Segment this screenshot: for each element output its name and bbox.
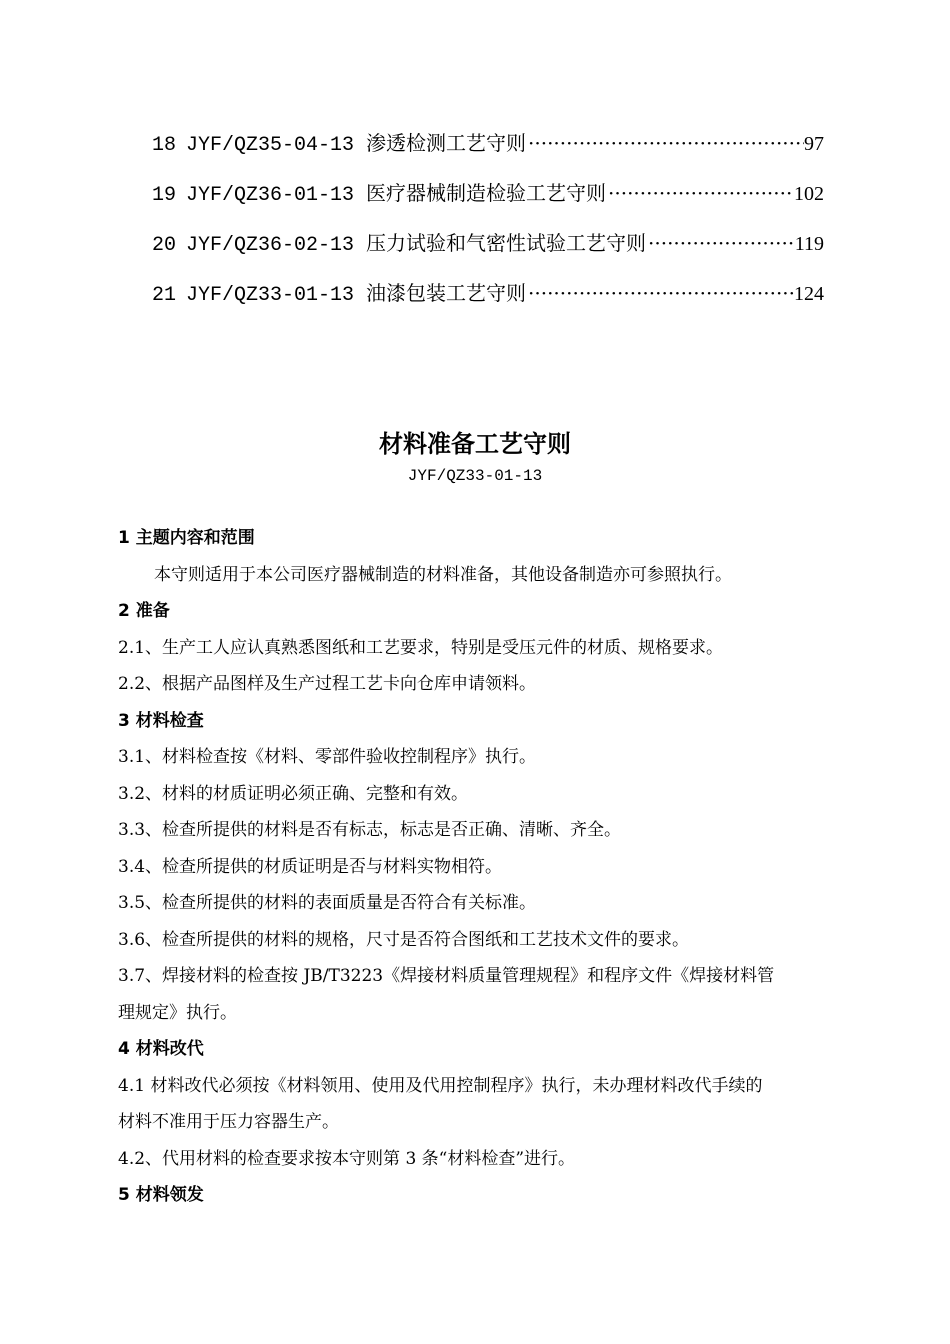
toc-entry-page: 124: [794, 283, 824, 305]
clause: 4.2、代用材料的检查要求按本守则第 3 条“材料检查”进行。: [118, 1148, 576, 1169]
toc-entry-code: JYF/QZ33-01-13: [186, 284, 355, 307]
section-heading: 3 材料检查: [118, 710, 204, 731]
toc-entry-code: JYF/QZ36-02-13: [186, 234, 355, 257]
toc-leader-dots: [646, 228, 795, 258]
section-heading: 2 准备: [118, 601, 170, 621]
section-heading: 5 材料领发: [118, 1185, 204, 1205]
clause: 3.3、检查所提供的材料是否有标志，标志是否正确、清晰、齐全。: [118, 820, 622, 840]
paragraph: 本守则适用于本公司医疗器械制造的材料准备，其他设备制造亦可参照执行。: [154, 564, 732, 585]
clause: 3.1、材料检查按《材料、零部件验收控制程序》执行。: [118, 747, 537, 767]
toc-entry-code: JYF/QZ36-01-13: [186, 184, 355, 207]
toc-entry-number: 18: [152, 134, 177, 157]
clause: 2.2、根据产品图样及生产过程工艺卡向仓库申请领料。: [118, 674, 537, 694]
toc-entry-title: 油漆包装工艺守则: [366, 281, 526, 305]
section-heading: 1 主题内容和范围: [118, 528, 255, 548]
toc-leader-dots: [526, 128, 804, 158]
toc-entry-number: 20: [152, 234, 177, 257]
toc-entry-title: 医疗器械制造检验工艺守则: [366, 181, 606, 205]
toc-leader-dots: [606, 178, 794, 208]
document-body: [118, 520, 852, 1214]
toc-entry[interactable]: [152, 128, 824, 178]
document-title: 材料准备工艺守则: [379, 430, 571, 458]
toc-entry-page: 97: [804, 133, 824, 155]
toc-entry[interactable]: [152, 178, 824, 228]
toc-leader-dots: [526, 278, 794, 308]
toc-entry-number: 19: [152, 184, 177, 207]
clause: 3.5、检查所提供的材料的表面质量是否符合有关标准。: [118, 893, 537, 913]
toc-entry-number: 21: [152, 284, 177, 307]
clause-continuation: 材料不准用于压力容器生产。: [118, 1112, 339, 1132]
toc-entry[interactable]: [152, 228, 824, 278]
document-code: JYF/QZ33-01-13: [407, 467, 543, 485]
clause: 3.2、材料的材质证明必须正确、完整和有效。: [118, 783, 469, 804]
toc-entry-title: 渗透检测工艺守则: [366, 131, 526, 155]
section-heading: 4 材料改代: [118, 1039, 204, 1059]
clause-continuation: 理规定》执行。: [118, 1002, 237, 1023]
clause: 3.7、焊接材料的检查按 JB/T3223《焊接材料质量管理规程》和程序文件《焊接材料管: [118, 966, 775, 986]
table-of-contents: [152, 128, 824, 328]
clause: 2.1、生产工人应认真熟悉图纸和工艺要求，特别是受压元件的材质、规格要求。: [118, 637, 724, 658]
clause: 3.4、检查所提供的材质证明是否与材料实物相符。: [118, 856, 503, 877]
toc-entry-code: JYF/QZ35-04-13: [186, 134, 355, 157]
toc-entry-title: 压力试验和气密性试验工艺守则: [366, 231, 646, 255]
toc-entry-page: 119: [794, 233, 824, 255]
clause: 3.6、检查所提供的材料的规格，尺寸是否符合图纸和工艺技术文件的要求。: [118, 929, 690, 950]
toc-entry[interactable]: [152, 278, 824, 328]
toc-entry-page: 102: [794, 183, 824, 205]
clause: 4.1 材料改代必须按《材料领用、使用及代用控制程序》执行，未办理材料改代手续的: [118, 1075, 763, 1096]
